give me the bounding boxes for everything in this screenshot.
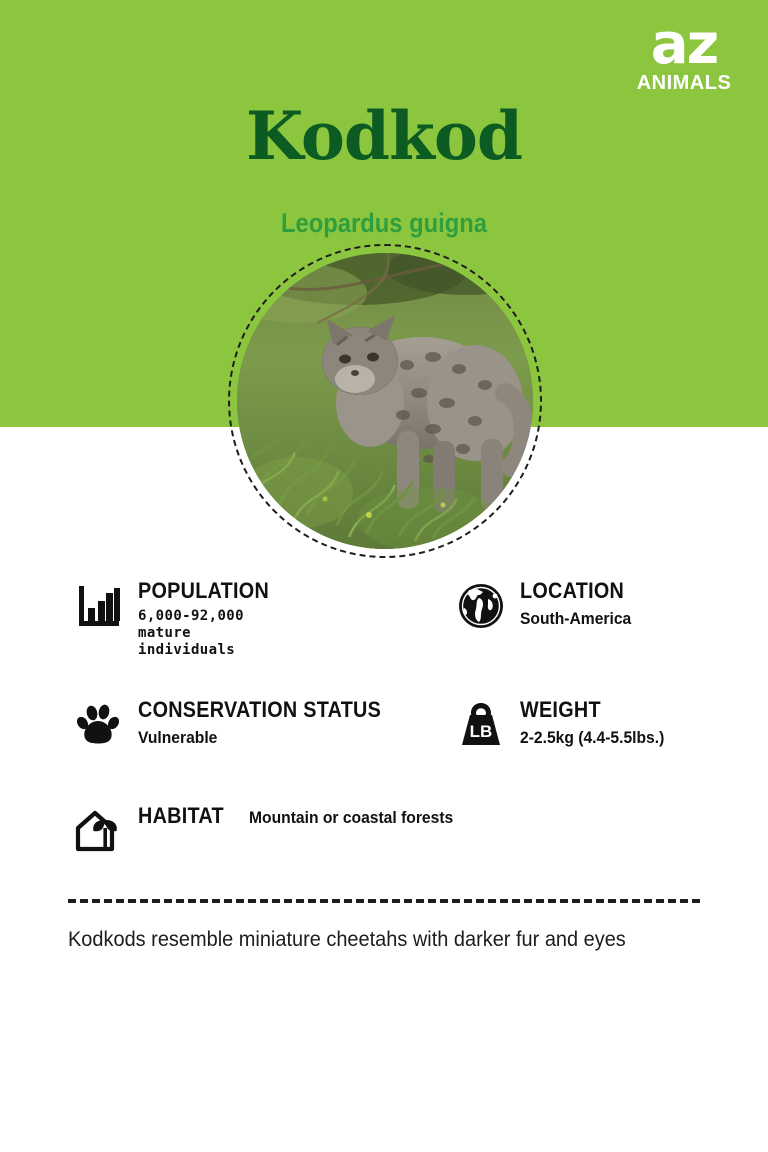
weight-lb-icon: [450, 697, 512, 749]
fact-weight-value: 2-2.5kg (4.4-5.5lbs.): [520, 728, 665, 748]
fact-population-value: [138, 608, 284, 658]
fact-weight-label: WEIGHT: [520, 697, 601, 722]
fact-conservation-status-label: CONSERVATION STATUS: [138, 697, 382, 722]
fact-weight: [450, 697, 677, 749]
fact-location-body: [512, 578, 641, 630]
fact-population-body: [130, 578, 284, 659]
fact-conservation-status-body: [130, 697, 408, 749]
fact-population: [68, 578, 284, 659]
fact-weight-body: [512, 697, 677, 749]
logo-az-text: az: [650, 12, 718, 77]
fact-habitat-body: [130, 803, 471, 828]
fun-fact-text: Kodkods resemble miniature cheetahs with darker fur and eyes: [68, 928, 626, 951]
fact-habitat: [68, 803, 471, 855]
fact-conservation-status-value: Vulnerable: [138, 728, 218, 748]
fact-location: [450, 578, 641, 630]
fact-population-value-line3: individuals: [138, 641, 236, 658]
fact-location-value: South-America: [520, 609, 632, 629]
dashed-divider: [68, 899, 700, 903]
fact-habitat-label: HABITAT: [138, 803, 224, 828]
fact-population-label: POPULATION: [138, 578, 270, 603]
fact-location-label: LOCATION: [520, 578, 625, 603]
fact-conservation-status: [68, 697, 408, 749]
fact-population-value-line1: 6,000-92,000: [138, 608, 244, 625]
animal-photo: [237, 253, 533, 549]
weight-icon-text: LB: [469, 722, 493, 741]
page-title: Kodkod: [246, 97, 522, 175]
az-animals-logo[interactable]: [624, 12, 744, 95]
fact-population-value-line2: mature: [138, 625, 191, 642]
fact-habitat-value: Mountain or coastal forests: [249, 808, 454, 827]
kodkod-photo-illustration: [237, 253, 533, 549]
scientific-name: Leopardus guigna: [281, 208, 487, 238]
globe-icon: [450, 578, 512, 630]
paw-print-icon: [68, 697, 130, 749]
house-leaf-icon: [68, 803, 130, 855]
bar-chart-icon: [68, 578, 130, 630]
photo-circle: [237, 253, 533, 549]
logo-animals-text: ANIMALS: [636, 72, 732, 95]
